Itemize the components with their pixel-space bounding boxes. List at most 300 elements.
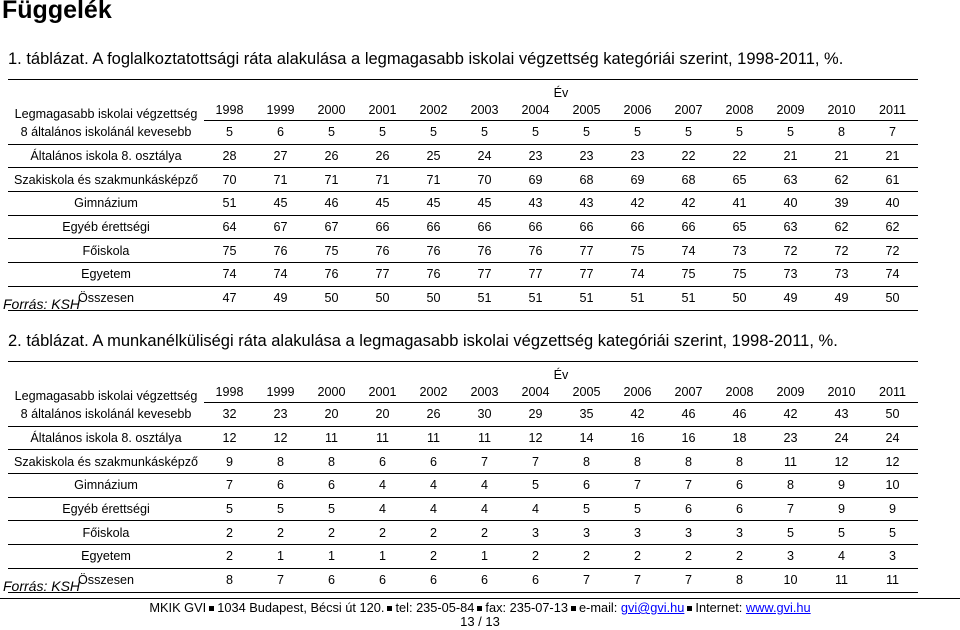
table-cell: 76 bbox=[357, 239, 408, 263]
table-cell: 62 bbox=[816, 168, 867, 192]
table-cell: 7 bbox=[612, 568, 663, 592]
bullet-icon bbox=[209, 606, 214, 611]
table-cell: 5 bbox=[510, 474, 561, 498]
table-row bbox=[8, 168, 918, 192]
table-cell: 3 bbox=[663, 521, 714, 545]
table-cell: 20 bbox=[306, 403, 357, 427]
year-header: 2003 bbox=[459, 382, 510, 403]
table-cell: 5 bbox=[408, 121, 459, 145]
table-cell: 51 bbox=[204, 192, 255, 216]
table-cell: 5 bbox=[612, 121, 663, 145]
table-cell: 3 bbox=[510, 521, 561, 545]
table-cell: 6 bbox=[255, 474, 306, 498]
year-header: 2004 bbox=[510, 100, 561, 121]
row-label: Általános iskola 8. osztálya bbox=[8, 144, 204, 168]
row-label: Összesen bbox=[8, 568, 204, 592]
table-cell: 23 bbox=[561, 144, 612, 168]
table-cell: 2 bbox=[561, 545, 612, 569]
header-row bbox=[8, 362, 918, 383]
table-cell: 76 bbox=[306, 263, 357, 287]
year-header: 2008 bbox=[714, 382, 765, 403]
table-cell: 9 bbox=[204, 450, 255, 474]
table-cell: 69 bbox=[510, 168, 561, 192]
year-header: 2002 bbox=[408, 382, 459, 403]
row-label: Gimnázium bbox=[8, 474, 204, 498]
table-cell: 50 bbox=[357, 286, 408, 310]
year-header: 2005 bbox=[561, 100, 612, 121]
table-cell: 6 bbox=[459, 568, 510, 592]
table-cell: 45 bbox=[357, 192, 408, 216]
table-cell: 11 bbox=[816, 568, 867, 592]
table-cell: 11 bbox=[408, 426, 459, 450]
table-cell: 6 bbox=[714, 497, 765, 521]
table-cell: 5 bbox=[663, 121, 714, 145]
year-header: 1999 bbox=[255, 382, 306, 403]
table-cell: 7 bbox=[663, 474, 714, 498]
table-cell: 2 bbox=[459, 521, 510, 545]
table-cell: 40 bbox=[765, 192, 816, 216]
table-row bbox=[8, 215, 918, 239]
table-cell: 40 bbox=[867, 192, 918, 216]
table-cell: 26 bbox=[357, 144, 408, 168]
table-row bbox=[8, 568, 918, 592]
table-cell: 51 bbox=[612, 286, 663, 310]
table-cell: 39 bbox=[816, 192, 867, 216]
table-cell: 1 bbox=[306, 545, 357, 569]
table-cell: 3 bbox=[612, 521, 663, 545]
bullet-icon bbox=[687, 606, 692, 611]
table-cell: 75 bbox=[306, 239, 357, 263]
table-cell: 4 bbox=[510, 497, 561, 521]
footer-org: MKIK GVI bbox=[149, 600, 207, 615]
table-cell: 5 bbox=[765, 521, 816, 545]
table-cell: 77 bbox=[510, 263, 561, 287]
table-cell: 76 bbox=[408, 263, 459, 287]
table-cell: 5 bbox=[561, 121, 612, 145]
label-header: Legmagasabb iskolai végzettség bbox=[8, 80, 204, 121]
year-header: 2001 bbox=[357, 382, 408, 403]
table-cell: 6 bbox=[561, 474, 612, 498]
page-number: 13 / 13 bbox=[460, 614, 500, 629]
table-cell: 2 bbox=[612, 545, 663, 569]
table-cell: 71 bbox=[357, 168, 408, 192]
table-cell: 23 bbox=[255, 403, 306, 427]
table-cell: 70 bbox=[459, 168, 510, 192]
table-cell: 24 bbox=[816, 426, 867, 450]
table-cell: 65 bbox=[714, 168, 765, 192]
table-cell: 2 bbox=[255, 521, 306, 545]
table-cell: 4 bbox=[816, 545, 867, 569]
table-cell: 4 bbox=[357, 497, 408, 521]
table-cell: 50 bbox=[867, 286, 918, 310]
table-cell: 6 bbox=[510, 568, 561, 592]
table-cell: 1 bbox=[357, 545, 408, 569]
table-cell: 73 bbox=[765, 263, 816, 287]
table-cell: 74 bbox=[867, 263, 918, 287]
table-cell: 12 bbox=[255, 426, 306, 450]
year-header: 2003 bbox=[459, 100, 510, 121]
table-cell: 77 bbox=[561, 263, 612, 287]
table-cell: 4 bbox=[357, 474, 408, 498]
year-header: 2011 bbox=[867, 382, 918, 403]
table-cell: 11 bbox=[765, 450, 816, 474]
table-cell: 4 bbox=[408, 474, 459, 498]
table-cell: 11 bbox=[306, 426, 357, 450]
table-cell: 5 bbox=[306, 497, 357, 521]
table-cell: 75 bbox=[612, 239, 663, 263]
table-cell: 35 bbox=[561, 403, 612, 427]
table-cell: 6 bbox=[255, 121, 306, 145]
row-label: 8 általános iskolánál kevesebb bbox=[8, 121, 204, 145]
table-cell: 6 bbox=[714, 474, 765, 498]
footer-tel: tel: 235-05-84 bbox=[395, 600, 475, 615]
table-cell: 2 bbox=[357, 521, 408, 545]
table-row bbox=[8, 474, 918, 498]
table-cell: 70 bbox=[204, 168, 255, 192]
bullet-icon bbox=[387, 606, 392, 611]
year-header: 2004 bbox=[510, 382, 561, 403]
table-cell: 22 bbox=[714, 144, 765, 168]
table-cell: 1 bbox=[255, 545, 306, 569]
table-cell: 62 bbox=[867, 215, 918, 239]
table-cell: 6 bbox=[357, 568, 408, 592]
row-label: Összesen bbox=[8, 286, 204, 310]
table-cell: 71 bbox=[408, 168, 459, 192]
year-header: 2006 bbox=[612, 100, 663, 121]
table-cell: 20 bbox=[357, 403, 408, 427]
table-cell: 28 bbox=[204, 144, 255, 168]
table-cell: 46 bbox=[714, 403, 765, 427]
table-cell: 75 bbox=[663, 263, 714, 287]
table-cell: 5 bbox=[204, 121, 255, 145]
footer-email-link[interactable]: gvi@gvi.hu bbox=[620, 600, 685, 615]
table-cell: 24 bbox=[459, 144, 510, 168]
footer-web-link[interactable]: www.gvi.hu bbox=[745, 600, 811, 615]
year-group-header: Év bbox=[204, 80, 918, 101]
year-header: 2009 bbox=[765, 100, 816, 121]
row-label: Szakiskola és szakmunkásképző bbox=[8, 168, 204, 192]
table-cell: 66 bbox=[612, 215, 663, 239]
table-cell: 16 bbox=[612, 426, 663, 450]
table-cell: 68 bbox=[663, 168, 714, 192]
table-cell: 5 bbox=[867, 521, 918, 545]
table-cell: 66 bbox=[408, 215, 459, 239]
table-cell: 72 bbox=[867, 239, 918, 263]
table-cell: 76 bbox=[408, 239, 459, 263]
year-header: 2007 bbox=[663, 100, 714, 121]
table-cell: 23 bbox=[510, 144, 561, 168]
table-cell: 69 bbox=[612, 168, 663, 192]
table-cell: 65 bbox=[714, 215, 765, 239]
table-cell: 5 bbox=[561, 497, 612, 521]
table-cell: 9 bbox=[816, 474, 867, 498]
table-cell: 5 bbox=[612, 497, 663, 521]
table-row bbox=[8, 121, 918, 145]
table-cell: 73 bbox=[816, 263, 867, 287]
year-header: 2008 bbox=[714, 100, 765, 121]
bullet-icon bbox=[477, 606, 482, 611]
year-header: 2010 bbox=[816, 100, 867, 121]
table-cell: 49 bbox=[765, 286, 816, 310]
table-cell: 2 bbox=[714, 545, 765, 569]
table-cell: 26 bbox=[306, 144, 357, 168]
table-cell: 9 bbox=[867, 497, 918, 521]
table-cell: 5 bbox=[459, 121, 510, 145]
table-cell: 42 bbox=[765, 403, 816, 427]
table-cell: 4 bbox=[408, 497, 459, 521]
table-cell: 26 bbox=[408, 403, 459, 427]
table-cell: 8 bbox=[612, 450, 663, 474]
table-cell: 16 bbox=[663, 426, 714, 450]
row-label: 8 általános iskolánál kevesebb bbox=[8, 403, 204, 427]
table-row bbox=[8, 403, 918, 427]
table-cell: 23 bbox=[765, 426, 816, 450]
table-cell: 74 bbox=[663, 239, 714, 263]
table-cell: 76 bbox=[459, 239, 510, 263]
year-header: 2007 bbox=[663, 382, 714, 403]
table-cell: 74 bbox=[612, 263, 663, 287]
row-label: Általános iskola 8. osztálya bbox=[8, 426, 204, 450]
table-cell: 7 bbox=[765, 497, 816, 521]
table-cell: 42 bbox=[612, 403, 663, 427]
table-cell: 50 bbox=[306, 286, 357, 310]
table-cell: 72 bbox=[816, 239, 867, 263]
table1-caption: 1. táblázat. A foglalkoztatottsági ráta alakulása a legmagasabb iskolai végzettség kategóriái szerint, 1998-2011, %. bbox=[8, 50, 844, 68]
table-cell: 42 bbox=[612, 192, 663, 216]
table-cell: 5 bbox=[204, 497, 255, 521]
table-cell: 7 bbox=[510, 450, 561, 474]
table-cell: 66 bbox=[357, 215, 408, 239]
table-cell: 62 bbox=[816, 215, 867, 239]
table-row bbox=[8, 263, 918, 287]
year-header: 2001 bbox=[357, 100, 408, 121]
table-cell: 71 bbox=[306, 168, 357, 192]
footer-email-label: e-mail: bbox=[578, 600, 618, 615]
table-cell: 8 bbox=[561, 450, 612, 474]
table-cell: 3 bbox=[714, 521, 765, 545]
table-cell: 10 bbox=[765, 568, 816, 592]
table-cell: 4 bbox=[459, 497, 510, 521]
table-row bbox=[8, 545, 918, 569]
table-cell: 66 bbox=[561, 215, 612, 239]
year-header: 2000 bbox=[306, 100, 357, 121]
table-cell: 7 bbox=[459, 450, 510, 474]
table-cell: 51 bbox=[510, 286, 561, 310]
year-header: 2002 bbox=[408, 100, 459, 121]
table-cell: 45 bbox=[459, 192, 510, 216]
table-cell: 2 bbox=[204, 521, 255, 545]
table-cell: 9 bbox=[816, 497, 867, 521]
table-cell: 63 bbox=[765, 215, 816, 239]
table-row bbox=[8, 286, 918, 310]
table-cell: 7 bbox=[255, 568, 306, 592]
year-header: 1998 bbox=[204, 100, 255, 121]
table-cell: 8 bbox=[714, 450, 765, 474]
year-header: 2011 bbox=[867, 100, 918, 121]
table-cell: 11 bbox=[459, 426, 510, 450]
table-cell: 7 bbox=[612, 474, 663, 498]
table-cell: 23 bbox=[612, 144, 663, 168]
label-header: Legmagasabb iskolai végzettség bbox=[8, 362, 204, 403]
row-label: Egyéb érettségi bbox=[8, 497, 204, 521]
table-cell: 8 bbox=[204, 568, 255, 592]
table-cell: 3 bbox=[561, 521, 612, 545]
table2-source: Forrás: KSH bbox=[3, 578, 81, 594]
row-label: Egyetem bbox=[8, 545, 204, 569]
row-label: Szakiskola és szakmunkásképző bbox=[8, 450, 204, 474]
header-row bbox=[8, 80, 918, 101]
table-cell: 5 bbox=[816, 521, 867, 545]
year-header: 2006 bbox=[612, 382, 663, 403]
table-cell: 43 bbox=[510, 192, 561, 216]
table-row bbox=[8, 521, 918, 545]
table-cell: 1 bbox=[459, 545, 510, 569]
table-cell: 46 bbox=[306, 192, 357, 216]
table-cell: 7 bbox=[663, 568, 714, 592]
table-row bbox=[8, 239, 918, 263]
bullet-icon bbox=[571, 606, 576, 611]
table-cell: 12 bbox=[867, 450, 918, 474]
table-cell: 29 bbox=[510, 403, 561, 427]
table-cell: 22 bbox=[663, 144, 714, 168]
table-cell: 2 bbox=[204, 545, 255, 569]
table-cell: 4 bbox=[459, 474, 510, 498]
table-cell: 5 bbox=[306, 121, 357, 145]
table-cell: 3 bbox=[765, 545, 816, 569]
table-cell: 6 bbox=[306, 474, 357, 498]
table-cell: 24 bbox=[867, 426, 918, 450]
table-cell: 12 bbox=[510, 426, 561, 450]
table-cell: 41 bbox=[714, 192, 765, 216]
table-cell: 63 bbox=[765, 168, 816, 192]
table-cell: 75 bbox=[204, 239, 255, 263]
table-cell: 21 bbox=[765, 144, 816, 168]
table-cell: 6 bbox=[663, 497, 714, 521]
table-cell: 11 bbox=[867, 568, 918, 592]
table-cell: 77 bbox=[561, 239, 612, 263]
table-cell: 47 bbox=[204, 286, 255, 310]
table-cell: 50 bbox=[867, 403, 918, 427]
year-header: 2000 bbox=[306, 382, 357, 403]
year-header: 1998 bbox=[204, 382, 255, 403]
table-cell: 51 bbox=[663, 286, 714, 310]
table-cell: 61 bbox=[867, 168, 918, 192]
table-row bbox=[8, 426, 918, 450]
row-label: Egyéb érettségi bbox=[8, 215, 204, 239]
table-cell: 21 bbox=[816, 144, 867, 168]
table-cell: 7 bbox=[867, 121, 918, 145]
table-cell: 6 bbox=[306, 568, 357, 592]
table-cell: 5 bbox=[714, 121, 765, 145]
table-cell: 67 bbox=[306, 215, 357, 239]
footer-web-label: Internet: bbox=[695, 600, 743, 615]
table-row bbox=[8, 497, 918, 521]
table-cell: 43 bbox=[816, 403, 867, 427]
table-cell: 8 bbox=[255, 450, 306, 474]
table-cell: 8 bbox=[663, 450, 714, 474]
table-cell: 10 bbox=[867, 474, 918, 498]
table-cell: 50 bbox=[408, 286, 459, 310]
table-cell: 8 bbox=[816, 121, 867, 145]
table-cell: 3 bbox=[867, 545, 918, 569]
table-cell: 67 bbox=[255, 215, 306, 239]
table-cell: 68 bbox=[561, 168, 612, 192]
table-cell: 71 bbox=[255, 168, 306, 192]
footer-fax: fax: 235-07-13 bbox=[485, 600, 568, 615]
table-cell: 5 bbox=[357, 121, 408, 145]
year-group-header: Év bbox=[204, 362, 918, 383]
table-cell: 46 bbox=[663, 403, 714, 427]
table-cell: 30 bbox=[459, 403, 510, 427]
table-cell: 2 bbox=[510, 545, 561, 569]
table-cell: 8 bbox=[765, 474, 816, 498]
employment-rate-table bbox=[8, 79, 918, 311]
table-cell: 76 bbox=[510, 239, 561, 263]
row-label: Főiskola bbox=[8, 239, 204, 263]
unemployment-rate-table bbox=[8, 361, 918, 593]
table-cell: 8 bbox=[714, 568, 765, 592]
table-cell: 2 bbox=[306, 521, 357, 545]
table-cell: 7 bbox=[561, 568, 612, 592]
table-cell: 43 bbox=[561, 192, 612, 216]
table-cell: 66 bbox=[663, 215, 714, 239]
year-header: 2005 bbox=[561, 382, 612, 403]
table-cell: 73 bbox=[714, 239, 765, 263]
table-cell: 45 bbox=[408, 192, 459, 216]
row-label: Gimnázium bbox=[8, 192, 204, 216]
table-cell: 25 bbox=[408, 144, 459, 168]
table-cell: 51 bbox=[459, 286, 510, 310]
table-cell: 11 bbox=[357, 426, 408, 450]
year-header: 1999 bbox=[255, 100, 306, 121]
table-cell: 77 bbox=[357, 263, 408, 287]
table-cell: 5 bbox=[255, 497, 306, 521]
table-cell: 50 bbox=[714, 286, 765, 310]
row-label: Egyetem bbox=[8, 263, 204, 287]
table-cell: 66 bbox=[459, 215, 510, 239]
table-row bbox=[8, 450, 918, 474]
table2-caption: 2. táblázat. A munkanélküliségi ráta alakulása a legmagasabb iskolai végzettség kategóriái szerint, 1998-2011, %. bbox=[8, 332, 838, 350]
table-cell: 12 bbox=[204, 426, 255, 450]
table-cell: 32 bbox=[204, 403, 255, 427]
table-cell: 2 bbox=[408, 521, 459, 545]
table-row bbox=[8, 144, 918, 168]
table-cell: 18 bbox=[714, 426, 765, 450]
table-cell: 74 bbox=[204, 263, 255, 287]
table-cell: 6 bbox=[408, 450, 459, 474]
table-cell: 5 bbox=[510, 121, 561, 145]
table-cell: 51 bbox=[561, 286, 612, 310]
table1-source: Forrás: KSH bbox=[3, 296, 81, 312]
footer-address: 1034 Budapest, Bécsi út 120. bbox=[217, 600, 385, 615]
table-cell: 27 bbox=[255, 144, 306, 168]
table-cell: 5 bbox=[765, 121, 816, 145]
footer bbox=[0, 598, 960, 615]
table-cell: 76 bbox=[255, 239, 306, 263]
table-cell: 64 bbox=[204, 215, 255, 239]
table-cell: 42 bbox=[663, 192, 714, 216]
table-cell: 2 bbox=[408, 545, 459, 569]
table-cell: 7 bbox=[204, 474, 255, 498]
table-cell: 8 bbox=[306, 450, 357, 474]
table-cell: 75 bbox=[714, 263, 765, 287]
table-cell: 74 bbox=[255, 263, 306, 287]
table-cell: 2 bbox=[663, 545, 714, 569]
year-header: 2009 bbox=[765, 382, 816, 403]
table-cell: 49 bbox=[255, 286, 306, 310]
table-cell: 77 bbox=[459, 263, 510, 287]
table-cell: 14 bbox=[561, 426, 612, 450]
